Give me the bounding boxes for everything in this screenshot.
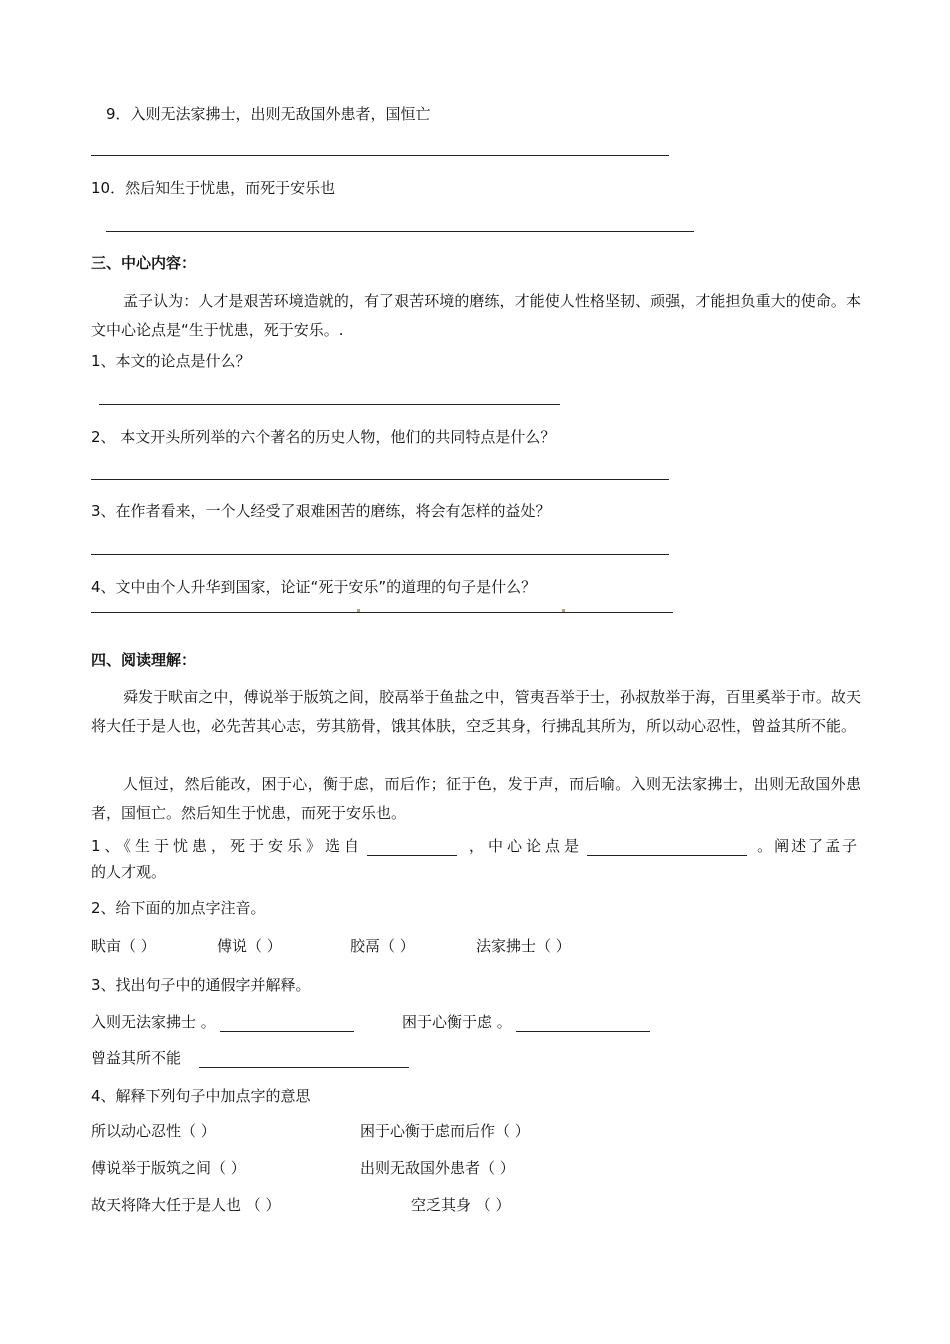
section4-heading: 四、阅读理解：: [91, 651, 197, 669]
q4-row2-left[interactable]: 傅说举于版筑之间（ ）: [91, 1159, 246, 1177]
q4-row3-left[interactable]: 故天将降大任于是人也 （ ）: [91, 1196, 281, 1214]
section3-paragraph: 孟子认为：人才是艰苦环境造就的，有了艰苦环境的磨练，才能使人性格坚韧、顽强，才能担负重大的使命。本文中心论点是“生于忧患，死于安乐。.: [91, 292, 861, 339]
section3-q3: 3、在作者看来，一个人经受了艰难困苦的磨练，将会有怎样的益处？: [91, 502, 551, 520]
q3-text-a: 入则无法家拂士 。: [91, 1013, 216, 1031]
answer-line[interactable]: [91, 155, 669, 156]
q1-text-a: 1、《生于忧患，死于安乐》选自: [91, 837, 364, 855]
section4-q1-line2: 的人才观。: [91, 863, 167, 881]
q2-item-4[interactable]: 法家拂士（ ）: [476, 937, 571, 955]
q2-item-1[interactable]: 畎亩（ ）: [91, 937, 156, 955]
q1-blank-source[interactable]: [367, 839, 457, 856]
section4-q1-line: [91, 836, 861, 856]
answer-line[interactable]: [91, 479, 669, 480]
section3-q2: 2、 本文开头所列举的六个著名的历史人物，他们的共同特点是什么？: [91, 428, 556, 446]
q1-text-c: 。阐述了孟子: [757, 837, 860, 855]
section4-para1: 舜发于畎亩之中，傅说举于版筑之间，胶鬲举于鱼盐之中，管夷吾举于士，孙叔敖举于海，百里奚举于市。故天将大任于是人也，必先苦其心志，劳其筋骨，饿其体肤，空乏其身，行拂乱其所为，所以动心忍性，曾益其所不能。: [91, 688, 861, 735]
dot-mark: [562, 609, 565, 612]
answer-line[interactable]: [106, 231, 694, 232]
dot-mark: [357, 609, 360, 612]
q3-text-c: 曾益其所不能: [91, 1049, 182, 1067]
q3-text-b: 困于心衡于虑 。: [402, 1013, 512, 1031]
translate-q9: 9．入则无法家拂士，出则无敌国外患者，国恒亡: [106, 105, 431, 123]
section4-q4: 4、解释下列句子中加点字的意思: [91, 1087, 311, 1105]
q3-blank-b[interactable]: [516, 1015, 650, 1032]
q3-line-b: [402, 1012, 650, 1032]
answer-line[interactable]: [91, 612, 673, 613]
q4-row1-left[interactable]: 所以动心忍性（ ）: [91, 1122, 216, 1140]
answer-line[interactable]: [99, 404, 560, 405]
section4-q3: 3、找出句子中的通假字并解释。: [91, 976, 311, 994]
section4-para2: 人恒过，然后能改，困于心，衡于虑，而后作；征于色，发于声，而后喻。入则无法家拂士，出则无敌国外患者，国恒亡。然后知生于忧患，而死于安乐也。: [91, 775, 861, 822]
translate-q10: 10．然后知生于忧患，而死于安乐也: [91, 179, 336, 197]
q4-row2-right[interactable]: 出则无敌国外患者（ ）: [360, 1159, 515, 1177]
q4-row1-right[interactable]: 困于心衡于虑而后作（ ）: [360, 1122, 530, 1140]
q4-row3-right[interactable]: 空乏其身 （ ）: [411, 1196, 511, 1214]
q3-blank-a[interactable]: [220, 1015, 354, 1032]
section3-q4: 4、文中由个人升华到国家，论证“死于安乐”的道理的句子是什么？: [91, 578, 537, 596]
section4-q2: 2、给下面的加点字注音。: [91, 899, 266, 917]
q1-text-b: ，中心论点是: [469, 837, 584, 855]
q3-line-a: [91, 1012, 354, 1032]
q2-item-3[interactable]: 胶鬲（ ）: [350, 937, 415, 955]
section3-heading: 三、中心内容：: [91, 254, 197, 272]
q3-line-c: [91, 1048, 409, 1068]
q3-blank-c[interactable]: [199, 1051, 409, 1068]
q2-item-2[interactable]: 傅说（ ）: [217, 937, 282, 955]
section3-q1: 1、本文的论点是什么？: [91, 352, 251, 370]
q1-blank-thesis[interactable]: [587, 839, 747, 856]
answer-line[interactable]: [91, 554, 669, 555]
